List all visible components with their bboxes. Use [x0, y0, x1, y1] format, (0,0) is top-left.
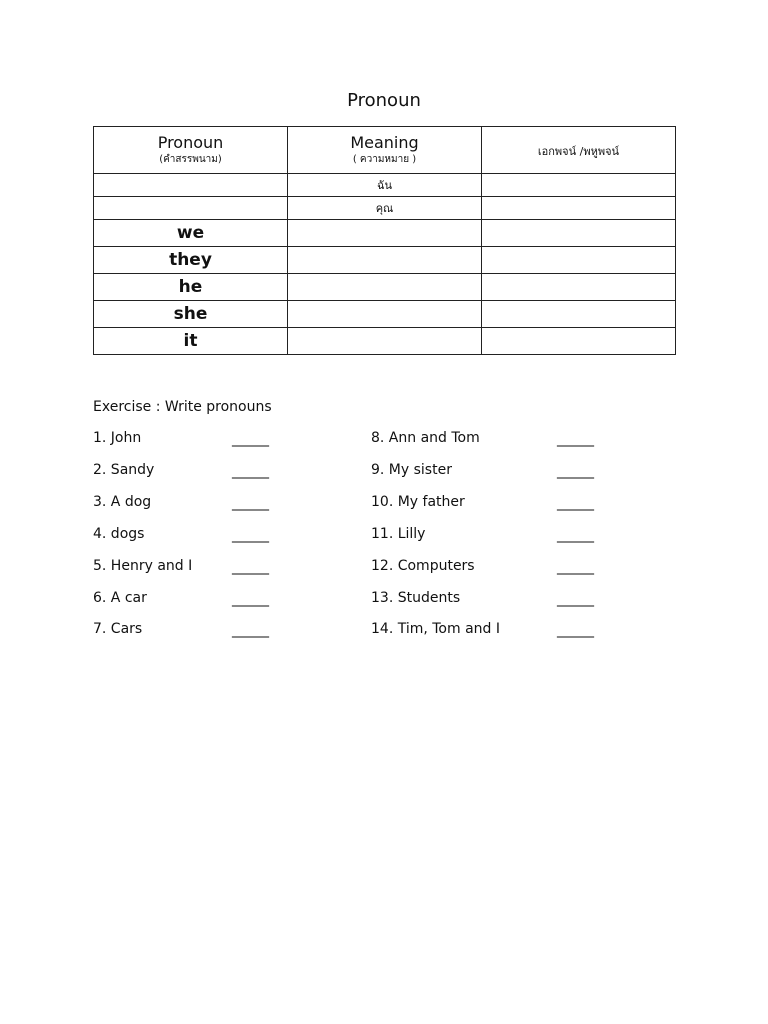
pronoun-cell: she	[94, 301, 288, 328]
exercise-item: 12. Computers	[371, 558, 475, 574]
meaning-cell: คุณ	[288, 197, 482, 220]
table-row	[94, 220, 676, 247]
answer-blank: ______	[232, 463, 268, 479]
pronoun-table	[93, 126, 676, 355]
header-meaning-label: Meaning	[350, 133, 419, 152]
number-cell	[482, 328, 676, 355]
exercise-item: 3. A dog	[93, 494, 152, 510]
answer-blank: ______	[232, 591, 268, 607]
exercise-item: 11. Lilly	[371, 526, 426, 542]
number-cell	[482, 274, 676, 301]
pronoun-cell	[94, 197, 288, 220]
table-header-row	[94, 127, 676, 174]
header-pronoun-thai: (คำสรรพนาม)	[159, 154, 222, 165]
answer-blank: ______	[557, 495, 593, 511]
answer-blank: ______	[232, 559, 268, 575]
answer-blank: ______	[232, 622, 268, 638]
answer-blank: ______	[232, 495, 268, 511]
answer-blank: ______	[557, 559, 593, 575]
number-cell	[482, 197, 676, 220]
answer-blank: ______	[557, 431, 593, 447]
exercise-item: 10. My father	[371, 494, 465, 510]
table-row	[94, 274, 676, 301]
header-number	[482, 127, 676, 174]
meaning-cell: ฉัน	[288, 174, 482, 197]
meaning-cell	[288, 328, 482, 355]
number-cell	[482, 301, 676, 328]
table-row	[94, 174, 676, 197]
table-row	[94, 301, 676, 328]
pronoun-cell	[94, 174, 288, 197]
exercise-item: 5. Henry and I	[93, 558, 193, 574]
answer-blank: ______	[232, 527, 268, 543]
pronoun-cell: we	[94, 220, 288, 247]
header-pronoun	[94, 127, 288, 174]
number-cell	[482, 220, 676, 247]
pronoun-cell: it	[94, 328, 288, 355]
meaning-cell	[288, 220, 482, 247]
header-meaning-thai: ( ความหมาย )	[352, 154, 417, 165]
header-pronoun-label: Pronoun	[157, 133, 224, 152]
exercise-item: 8. Ann and Tom	[371, 430, 480, 446]
table-row	[94, 197, 676, 220]
table-row	[94, 328, 676, 355]
header-number-label: เอกพจน์ /พหูพจน์	[537, 145, 620, 158]
pronoun-cell: they	[94, 247, 288, 274]
exercise-item: 6. A car	[93, 590, 147, 606]
number-cell	[482, 174, 676, 197]
answer-blank: ______	[557, 527, 593, 543]
meaning-cell	[288, 274, 482, 301]
answer-blank: ______	[232, 431, 268, 447]
pronoun-cell: he	[94, 274, 288, 301]
exercise-item: 9. My sister	[371, 462, 452, 478]
page-title: Pronoun	[347, 90, 421, 111]
table-row	[94, 247, 676, 274]
number-cell	[482, 247, 676, 274]
exercise-item: 1. John	[93, 430, 142, 446]
exercise-item: 7. Cars	[93, 621, 143, 637]
exercise-title: Exercise : Write pronouns	[93, 399, 272, 415]
meaning-cell	[288, 301, 482, 328]
exercise-item: 2. Sandy	[93, 462, 155, 478]
exercise-item: 14. Tim, Tom and I	[371, 621, 501, 637]
exercise-item: 13. Students	[371, 590, 461, 606]
answer-blank: ______	[557, 591, 593, 607]
header-meaning	[288, 127, 482, 174]
meaning-cell	[288, 247, 482, 274]
exercise-item: 4. dogs	[93, 526, 145, 542]
answer-blank: ______	[557, 463, 593, 479]
answer-blank: ______	[557, 622, 593, 638]
